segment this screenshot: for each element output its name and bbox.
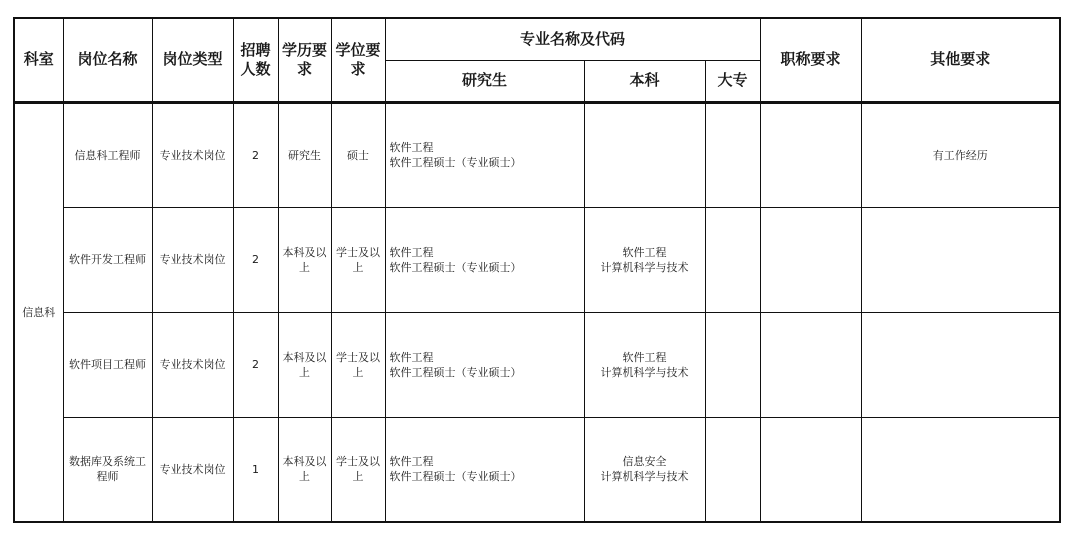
degree-cell: 学士及以上: [331, 417, 385, 522]
postgrad-line: 软件工程硕士（专业硕士）: [389, 260, 522, 274]
postgrad-line: 软件工程硕士（专业硕士）: [389, 365, 522, 379]
headcount-cell: 2: [233, 312, 278, 417]
header-position-name: 岗位名称: [63, 18, 152, 102]
table-row: [14, 312, 1060, 417]
position-name-cell: 软件开发工程师: [63, 207, 152, 312]
headcount-cell: 2: [233, 207, 278, 312]
college-cell: [705, 102, 760, 207]
education-cell: 研究生: [278, 102, 331, 207]
position-type-cell: 专业技术岗位: [152, 102, 233, 207]
header-major-group: 专业名称及代码: [385, 18, 760, 60]
header-title-req: 职称要求: [760, 18, 861, 102]
title-req-cell: [760, 102, 861, 207]
other-req-cell: [861, 312, 1060, 417]
other-req-cell: 有工作经历: [861, 102, 1060, 207]
undergrad-line: 计算机科学与技术: [600, 470, 689, 484]
headcount-cell: 1: [233, 417, 278, 522]
undergrad-cell: [584, 207, 705, 312]
position-type-cell: 专业技术岗位: [152, 207, 233, 312]
position-type-cell: 专业技术岗位: [152, 312, 233, 417]
college-cell: [705, 207, 760, 312]
undergrad-line: 计算机科学与技术: [600, 365, 689, 379]
table-row: [14, 102, 1060, 207]
undergrad-line: 信息安全: [622, 455, 667, 469]
table-row: [14, 417, 1060, 522]
headcount-cell: 2: [233, 102, 278, 207]
education-cell: 本科及以上: [278, 312, 331, 417]
header-position-type: 岗位类型: [152, 18, 233, 102]
postgrad-line: 软件工程: [389, 141, 434, 154]
postgrad-line: 软件工程: [389, 455, 434, 469]
title-req-cell: [760, 207, 861, 312]
undergrad-line: 计算机科学与技术: [600, 260, 689, 274]
header-degree: 学位要求: [331, 18, 385, 102]
college-cell: [705, 312, 760, 417]
title-req-cell: [760, 312, 861, 417]
undergrad-cell: [584, 312, 705, 417]
header-headcount: 招聘人数: [233, 18, 278, 102]
postgrad-line: 软件工程: [389, 245, 434, 259]
postgrad-cell: [385, 207, 584, 312]
dept-cell: 信息科: [14, 102, 63, 522]
position-name-cell: 软件项目工程师: [63, 312, 152, 417]
undergrad-cell: [584, 417, 705, 522]
postgrad-line: 软件工程硕士（专业硕士）: [389, 156, 522, 169]
header-postgrad: 研究生: [385, 60, 584, 102]
undergrad-line: 软件工程: [622, 245, 667, 259]
position-name-cell: 数据库及系统工程师: [63, 417, 152, 522]
degree-cell: 学士及以上: [331, 207, 385, 312]
education-cell: 本科及以上: [278, 207, 331, 312]
header-education: 学历要求: [278, 18, 331, 102]
position-type-cell: 专业技术岗位: [152, 417, 233, 522]
postgrad-cell: [385, 417, 584, 522]
postgrad-cell: [385, 102, 584, 207]
postgrad-cell: [385, 312, 584, 417]
title-req-cell: [760, 417, 861, 522]
table-row: [14, 207, 1060, 312]
other-req-cell: [861, 417, 1060, 522]
degree-cell: 硕士: [331, 102, 385, 207]
undergrad-cell: [584, 102, 705, 207]
education-cell: 本科及以上: [278, 417, 331, 522]
header-undergrad: 本科: [584, 60, 705, 102]
degree-cell: 学士及以上: [331, 312, 385, 417]
college-cell: [705, 417, 760, 522]
undergrad-line: 软件工程: [622, 350, 667, 364]
postgrad-line: 软件工程: [389, 350, 434, 364]
header-dept: 科室: [14, 18, 63, 102]
postgrad-line: 软件工程硕士（专业硕士）: [389, 470, 522, 484]
other-req-cell: [861, 207, 1060, 312]
header-college: 大专: [705, 60, 760, 102]
recruitment-table: [13, 17, 1061, 523]
header-other-req: 其他要求: [861, 18, 1060, 102]
position-name-cell: 信息科工程师: [63, 102, 152, 207]
